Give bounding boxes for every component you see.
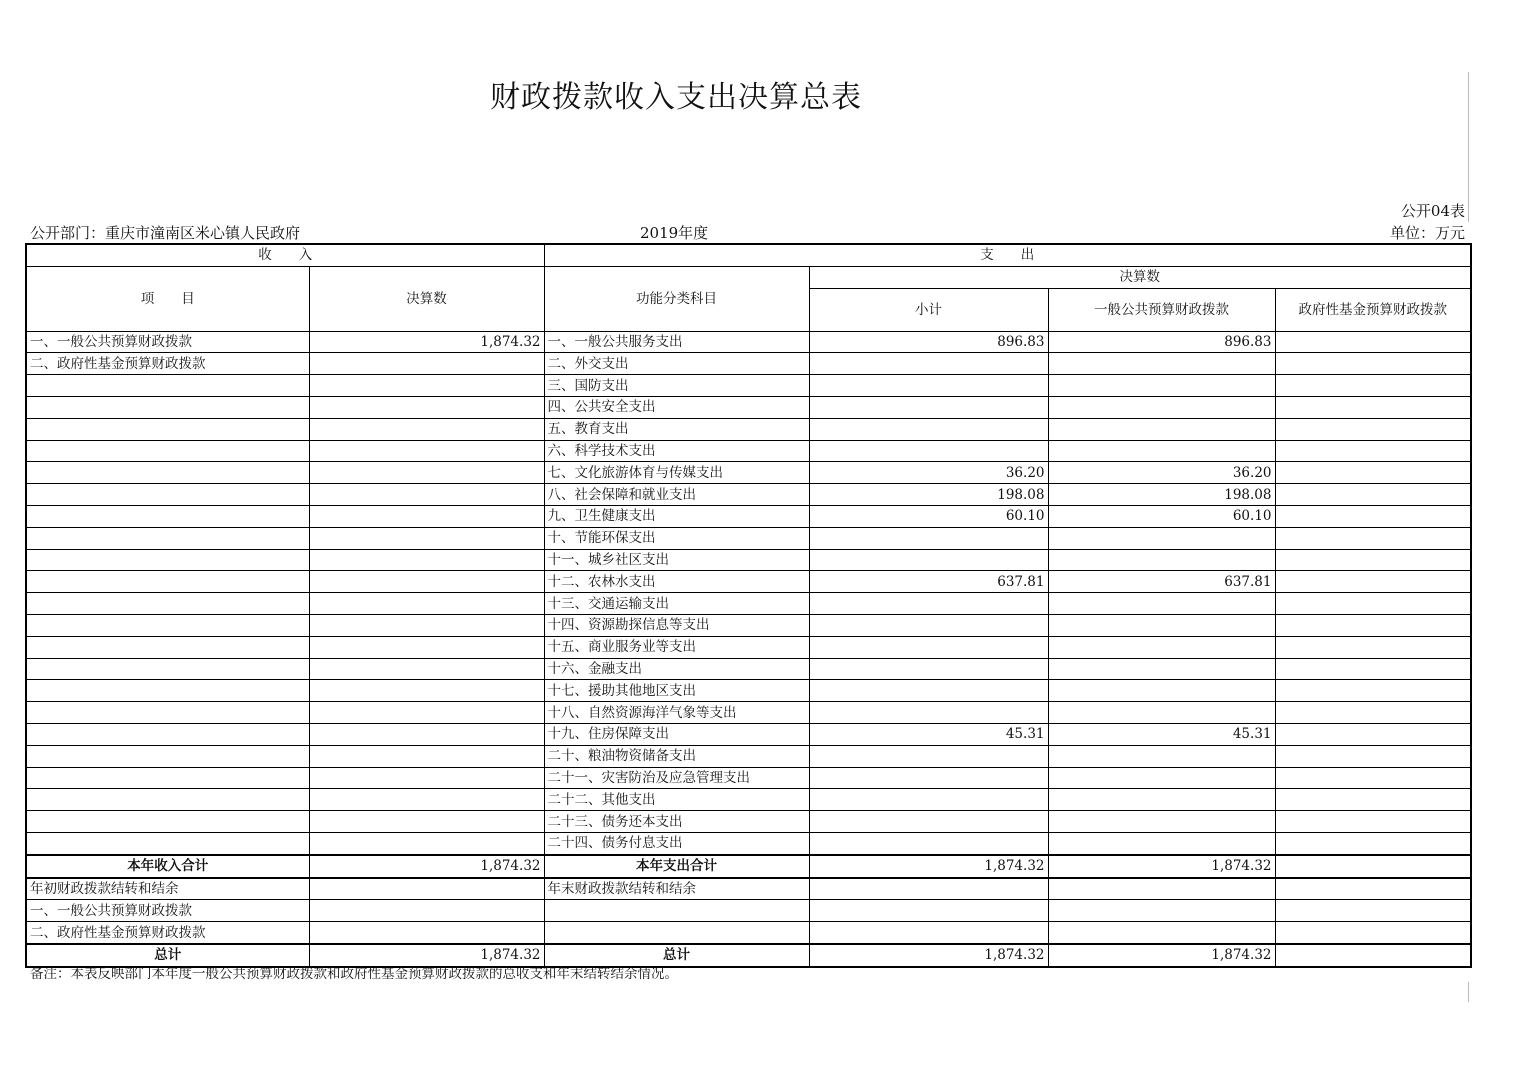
carryover-expense-item bbox=[544, 922, 809, 944]
carryover-general bbox=[1048, 900, 1275, 922]
general-budget-header: 一般公共预算财政拨款 bbox=[1048, 288, 1275, 331]
general-budget-cell: 198.08 bbox=[1048, 484, 1275, 506]
general-budget-cell: 36.20 bbox=[1048, 462, 1275, 484]
income-amount-cell bbox=[309, 593, 544, 615]
general-budget-cell bbox=[1048, 614, 1275, 636]
income-amount-cell bbox=[309, 462, 544, 484]
carryover-income-amount bbox=[309, 922, 544, 944]
gov-fund-cell bbox=[1275, 832, 1471, 854]
income-amount-cell bbox=[309, 702, 544, 724]
carryover-row bbox=[26, 900, 1471, 922]
carryover-fund bbox=[1275, 900, 1471, 922]
carryover-general bbox=[1048, 878, 1275, 900]
table-row bbox=[26, 484, 1471, 506]
expense-item-cell: 二十二、其他支出 bbox=[544, 789, 809, 811]
table-row bbox=[26, 723, 1471, 745]
income-item-cell: 一、一般公共预算财政拨款 bbox=[26, 331, 309, 353]
income-item-cell bbox=[26, 593, 309, 615]
carryover-expense-item: 年末财政拨款结转和结余 bbox=[544, 878, 809, 900]
income-amount-cell bbox=[309, 832, 544, 854]
income-item-cell bbox=[26, 614, 309, 636]
income-amount-cell bbox=[309, 658, 544, 680]
subtotal-cell bbox=[809, 527, 1048, 549]
table-row bbox=[26, 614, 1471, 636]
department-label: 公开部门：重庆市潼南区米心镇人民政府 bbox=[30, 224, 301, 242]
income-item-cell bbox=[26, 462, 309, 484]
gov-fund-cell bbox=[1275, 723, 1471, 745]
page-edge-line-bottom bbox=[1468, 982, 1469, 1002]
table-row bbox=[26, 375, 1471, 397]
income-item-cell bbox=[26, 375, 309, 397]
income-item-cell bbox=[26, 527, 309, 549]
gov-fund-cell bbox=[1275, 375, 1471, 397]
carryover-subtotal bbox=[809, 900, 1048, 922]
subtotal-cell bbox=[809, 353, 1048, 375]
gov-fund-cell bbox=[1275, 505, 1471, 527]
income-amount-cell bbox=[309, 396, 544, 418]
func-category-header: 功能分类科目 bbox=[544, 266, 809, 331]
expense-item-cell: 二十、粮油物资储备支出 bbox=[544, 745, 809, 767]
budget-table bbox=[25, 243, 1472, 968]
gov-fund-cell bbox=[1275, 396, 1471, 418]
general-budget-cell bbox=[1048, 353, 1275, 375]
subtotal-cell: 637.81 bbox=[809, 571, 1048, 593]
subtotal-cell bbox=[809, 789, 1048, 811]
carryover-fund bbox=[1275, 878, 1471, 900]
income-item-cell bbox=[26, 811, 309, 833]
general-budget-cell bbox=[1048, 549, 1275, 571]
table-row bbox=[26, 353, 1471, 375]
income-item-cell bbox=[26, 680, 309, 702]
income-amount-cell bbox=[309, 484, 544, 506]
gov-fund-cell bbox=[1275, 571, 1471, 593]
expense-item-cell: 十三、交通运输支出 bbox=[544, 593, 809, 615]
income-item-cell bbox=[26, 549, 309, 571]
gov-fund-cell bbox=[1275, 614, 1471, 636]
table-row bbox=[26, 331, 1471, 353]
expense-item-cell: 十四、资源勘探信息等支出 bbox=[544, 614, 809, 636]
grand-income-total-label: 总计 bbox=[26, 944, 309, 967]
income-item-cell bbox=[26, 658, 309, 680]
table-row bbox=[26, 811, 1471, 833]
table-row bbox=[26, 505, 1471, 527]
general-budget-cell bbox=[1048, 658, 1275, 680]
income-amount-cell bbox=[309, 505, 544, 527]
carryover-subtotal bbox=[809, 922, 1048, 944]
gov-fund-cell bbox=[1275, 636, 1471, 658]
subtotal-cell bbox=[809, 614, 1048, 636]
subtotal-cell bbox=[809, 593, 1048, 615]
expense-item-cell: 十一、城乡社区支出 bbox=[544, 549, 809, 571]
expense-header: 支 出 bbox=[544, 244, 1471, 266]
carryover-general bbox=[1048, 922, 1275, 944]
year-expense-subtotal: 1,874.32 bbox=[809, 855, 1048, 878]
income-amount-cell bbox=[309, 353, 544, 375]
table-row bbox=[26, 396, 1471, 418]
table-row bbox=[26, 440, 1471, 462]
income-amount-cell bbox=[309, 811, 544, 833]
unit-label: 单位：万元 bbox=[1389, 224, 1465, 242]
gov-fund-cell bbox=[1275, 811, 1471, 833]
fiscal-year: 2019年度 bbox=[640, 224, 709, 242]
general-budget-cell bbox=[1048, 396, 1275, 418]
general-budget-cell bbox=[1048, 636, 1275, 658]
gov-fund-cell bbox=[1275, 549, 1471, 571]
income-amount-cell bbox=[309, 680, 544, 702]
income-amount-cell bbox=[309, 636, 544, 658]
subtotal-cell bbox=[809, 636, 1048, 658]
income-item-cell bbox=[26, 418, 309, 440]
general-budget-cell bbox=[1048, 593, 1275, 615]
expense-item-cell: 十五、商业服务业等支出 bbox=[544, 636, 809, 658]
income-amount-cell bbox=[309, 527, 544, 549]
table-row bbox=[26, 789, 1471, 811]
general-budget-cell bbox=[1048, 702, 1275, 724]
subtotal-cell: 45.31 bbox=[809, 723, 1048, 745]
gov-fund-cell bbox=[1275, 440, 1471, 462]
final-amount-header: 决算数 bbox=[809, 266, 1471, 288]
expense-item-cell: 二十一、灾害防治及应急管理支出 bbox=[544, 767, 809, 789]
general-budget-cell bbox=[1048, 832, 1275, 854]
form-number: 公开04表 bbox=[1400, 202, 1465, 220]
year-income-total-amount: 1,874.32 bbox=[309, 855, 544, 878]
general-budget-cell bbox=[1048, 767, 1275, 789]
subtotal-cell bbox=[809, 811, 1048, 833]
carryover-income-amount bbox=[309, 900, 544, 922]
gov-fund-cell bbox=[1275, 331, 1471, 353]
table-row bbox=[26, 527, 1471, 549]
item-header: 项 目 bbox=[26, 266, 309, 331]
gov-fund-cell bbox=[1275, 767, 1471, 789]
subtotal-cell: 36.20 bbox=[809, 462, 1048, 484]
income-amount-cell bbox=[309, 723, 544, 745]
subtotal-cell bbox=[809, 745, 1048, 767]
general-budget-cell bbox=[1048, 811, 1275, 833]
grand-expense-subtotal: 1,874.32 bbox=[809, 944, 1048, 967]
income-amount-cell bbox=[309, 571, 544, 593]
subtotal-cell: 896.83 bbox=[809, 331, 1048, 353]
carryover-income-item: 二、政府性基金预算财政拨款 bbox=[26, 922, 309, 944]
subtotal-cell bbox=[809, 658, 1048, 680]
income-amount-cell bbox=[309, 549, 544, 571]
general-budget-cell bbox=[1048, 680, 1275, 702]
carryover-expense-item bbox=[544, 900, 809, 922]
expense-item-cell: 十、节能环保支出 bbox=[544, 527, 809, 549]
general-budget-cell bbox=[1048, 440, 1275, 462]
income-amount-cell bbox=[309, 745, 544, 767]
gov-fund-header: 政府性基金预算财政拨款 bbox=[1275, 288, 1471, 331]
grand-expense-total-label: 总计 bbox=[544, 944, 809, 967]
table-row bbox=[26, 571, 1471, 593]
income-header: 收 入 bbox=[26, 244, 544, 266]
income-item-cell bbox=[26, 440, 309, 462]
general-budget-cell bbox=[1048, 745, 1275, 767]
expense-item-cell: 七、文化旅游体育与传媒支出 bbox=[544, 462, 809, 484]
expense-item-cell: 九、卫生健康支出 bbox=[544, 505, 809, 527]
carryover-income-item: 一、一般公共预算财政拨款 bbox=[26, 900, 309, 922]
grand-income-total-amount: 1,874.32 bbox=[309, 944, 544, 967]
income-amount-cell bbox=[309, 375, 544, 397]
income-item-cell bbox=[26, 832, 309, 854]
income-amount-cell bbox=[309, 767, 544, 789]
subtotal-cell bbox=[809, 375, 1048, 397]
general-budget-cell bbox=[1048, 418, 1275, 440]
income-item-cell bbox=[26, 636, 309, 658]
table-row bbox=[26, 702, 1471, 724]
table-row bbox=[26, 462, 1471, 484]
subtotal-cell bbox=[809, 702, 1048, 724]
income-item-cell bbox=[26, 505, 309, 527]
year-expense-total-label: 本年支出合计 bbox=[544, 855, 809, 878]
table-row bbox=[26, 658, 1471, 680]
carryover-fund bbox=[1275, 922, 1471, 944]
subtotal-cell bbox=[809, 418, 1048, 440]
general-budget-cell: 45.31 bbox=[1048, 723, 1275, 745]
subtotal-cell bbox=[809, 832, 1048, 854]
income-item-cell bbox=[26, 702, 309, 724]
expense-item-cell: 六、科学技术支出 bbox=[544, 440, 809, 462]
income-item-cell bbox=[26, 484, 309, 506]
table-row bbox=[26, 680, 1471, 702]
income-amount-cell: 1,874.32 bbox=[309, 331, 544, 353]
gov-fund-cell bbox=[1275, 527, 1471, 549]
income-item-cell bbox=[26, 571, 309, 593]
year-total-row bbox=[26, 855, 1471, 878]
gov-fund-cell bbox=[1275, 680, 1471, 702]
income-item-cell: 二、政府性基金预算财政拨款 bbox=[26, 353, 309, 375]
table-row bbox=[26, 832, 1471, 854]
expense-item-cell: 十六、金融支出 bbox=[544, 658, 809, 680]
table-row bbox=[26, 636, 1471, 658]
income-item-cell bbox=[26, 723, 309, 745]
table-row bbox=[26, 593, 1471, 615]
expense-item-cell: 五、教育支出 bbox=[544, 418, 809, 440]
subtotal-header: 小计 bbox=[809, 288, 1048, 331]
subtotal-cell bbox=[809, 549, 1048, 571]
subtotal-cell: 198.08 bbox=[809, 484, 1048, 506]
table-row bbox=[26, 549, 1471, 571]
gov-fund-cell bbox=[1275, 745, 1471, 767]
amount-header: 决算数 bbox=[309, 266, 544, 331]
income-item-cell bbox=[26, 396, 309, 418]
income-item-cell bbox=[26, 745, 309, 767]
expense-item-cell: 十二、农林水支出 bbox=[544, 571, 809, 593]
subtotal-cell bbox=[809, 396, 1048, 418]
general-budget-cell: 896.83 bbox=[1048, 331, 1275, 353]
income-amount-cell bbox=[309, 789, 544, 811]
page-title: 财政拨款收入支出决算总表 bbox=[490, 80, 862, 115]
subtotal-cell bbox=[809, 440, 1048, 462]
gov-fund-cell bbox=[1275, 353, 1471, 375]
expense-item-cell: 八、社会保障和就业支出 bbox=[544, 484, 809, 506]
carryover-income-amount bbox=[309, 878, 544, 900]
general-budget-cell bbox=[1048, 789, 1275, 811]
general-budget-cell bbox=[1048, 375, 1275, 397]
general-budget-cell: 60.10 bbox=[1048, 505, 1275, 527]
expense-item-cell: 十七、援助其他地区支出 bbox=[544, 680, 809, 702]
general-budget-cell: 637.81 bbox=[1048, 571, 1275, 593]
income-item-cell bbox=[26, 767, 309, 789]
table-row bbox=[26, 418, 1471, 440]
gov-fund-cell bbox=[1275, 484, 1471, 506]
carryover-row bbox=[26, 878, 1471, 900]
income-amount-cell bbox=[309, 614, 544, 636]
gov-fund-cell bbox=[1275, 702, 1471, 724]
general-budget-cell bbox=[1048, 527, 1275, 549]
income-amount-cell bbox=[309, 418, 544, 440]
income-item-cell bbox=[26, 789, 309, 811]
expense-item-cell: 十九、住房保障支出 bbox=[544, 723, 809, 745]
grand-expense-fund bbox=[1275, 944, 1471, 967]
gov-fund-cell bbox=[1275, 462, 1471, 484]
table-row bbox=[26, 745, 1471, 767]
footnote: 备注：本表反映部门本年度一般公共预算财政拨款和政府性基金预算财政拨款的总收支和年末结转结余情况。 bbox=[30, 966, 678, 982]
year-expense-fund bbox=[1275, 855, 1471, 878]
income-amount-cell bbox=[309, 440, 544, 462]
gov-fund-cell bbox=[1275, 658, 1471, 680]
page-edge-line bbox=[1468, 72, 1469, 222]
gov-fund-cell bbox=[1275, 789, 1471, 811]
subtotal-cell bbox=[809, 680, 1048, 702]
table-row bbox=[26, 767, 1471, 789]
carryover-income-item: 年初财政拨款结转和结余 bbox=[26, 878, 309, 900]
expense-item-cell: 二十四、债务付息支出 bbox=[544, 832, 809, 854]
expense-item-cell: 四、公共安全支出 bbox=[544, 396, 809, 418]
expense-item-cell: 二、外交支出 bbox=[544, 353, 809, 375]
gov-fund-cell bbox=[1275, 593, 1471, 615]
subtotal-cell: 60.10 bbox=[809, 505, 1048, 527]
year-expense-general: 1,874.32 bbox=[1048, 855, 1275, 878]
expense-item-cell: 十八、自然资源海洋气象等支出 bbox=[544, 702, 809, 724]
gov-fund-cell bbox=[1275, 418, 1471, 440]
expense-item-cell: 二十三、债务还本支出 bbox=[544, 811, 809, 833]
subtotal-cell bbox=[809, 767, 1048, 789]
year-income-total-label: 本年收入合计 bbox=[26, 855, 309, 878]
carryover-subtotal bbox=[809, 878, 1048, 900]
expense-item-cell: 一、一般公共服务支出 bbox=[544, 331, 809, 353]
grand-expense-general: 1,874.32 bbox=[1048, 944, 1275, 967]
carryover-row bbox=[26, 922, 1471, 944]
expense-item-cell: 三、国防支出 bbox=[544, 375, 809, 397]
